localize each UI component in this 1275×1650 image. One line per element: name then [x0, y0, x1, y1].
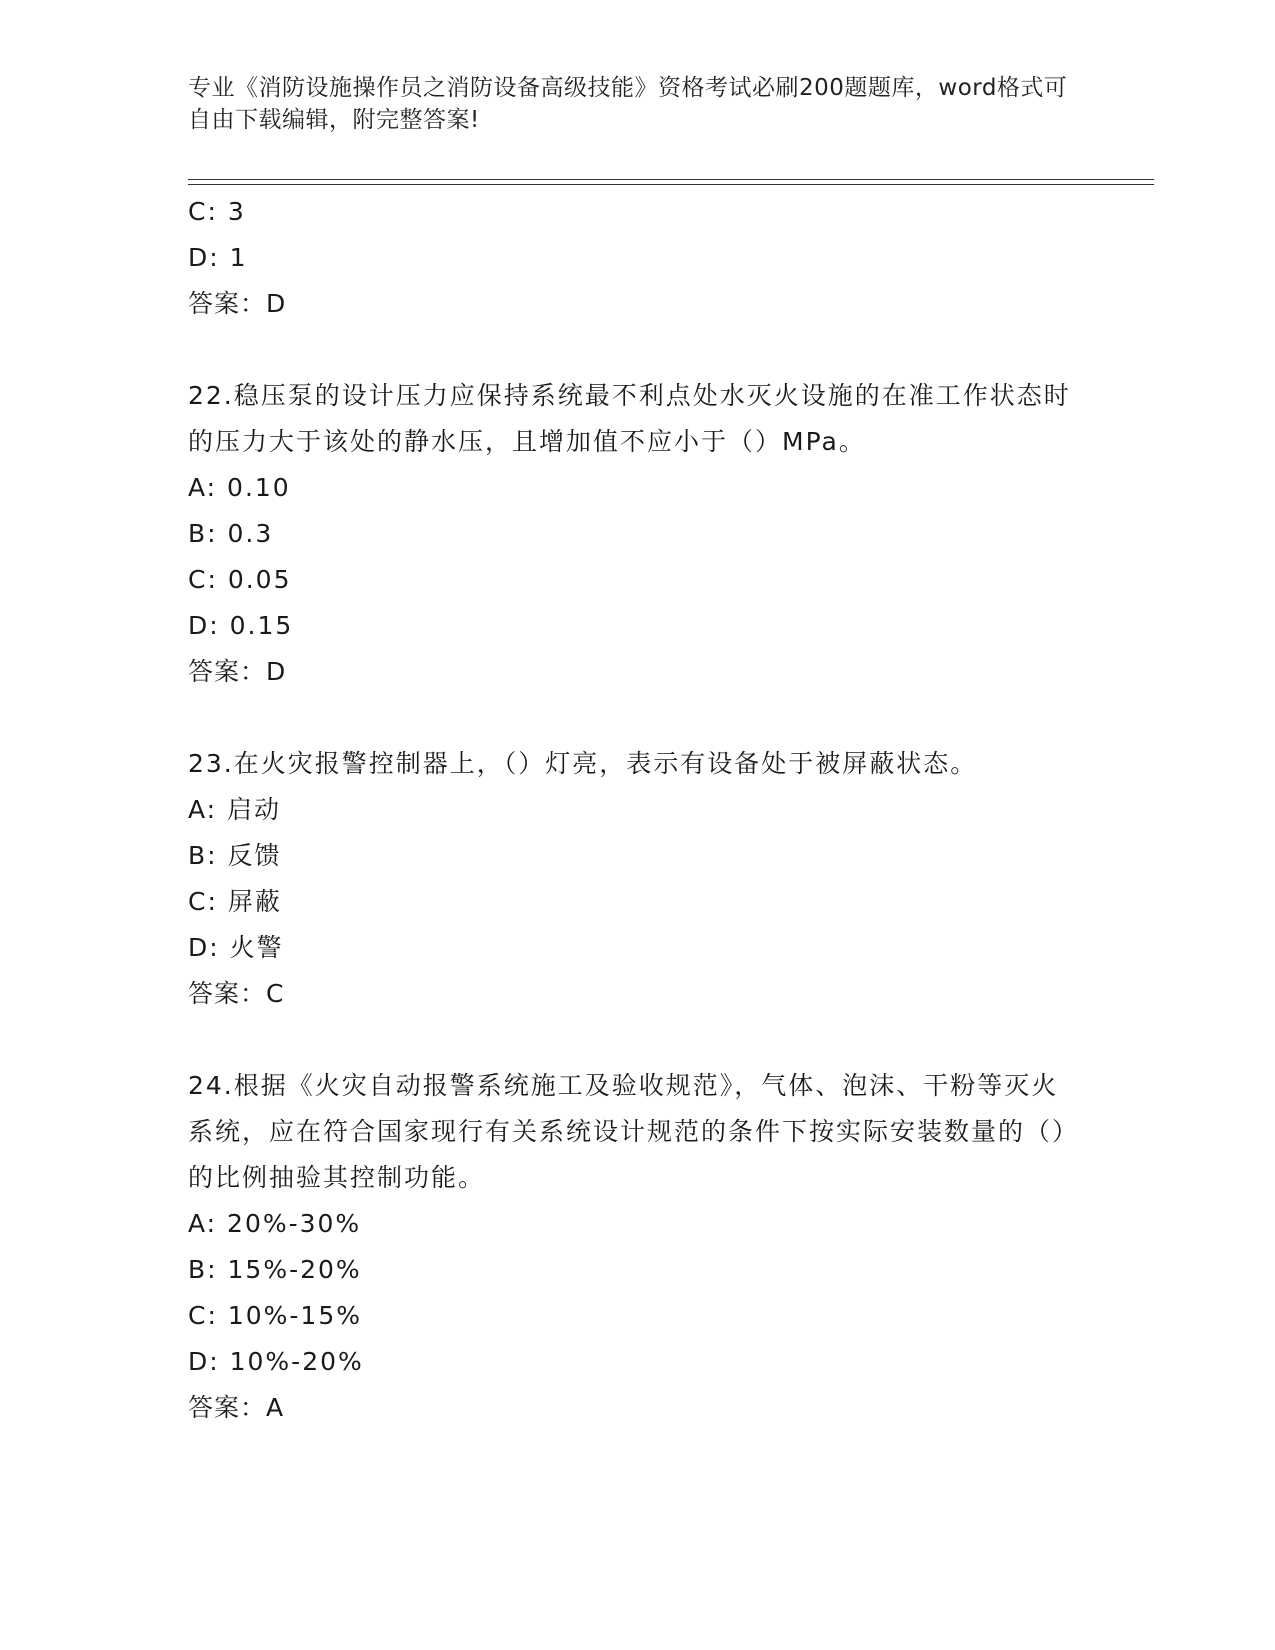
- option-c: C: 屏蔽: [188, 887, 282, 916]
- option-b: B: 15%-20%: [188, 1255, 362, 1284]
- previous-question-tail: [188, 189, 1088, 327]
- question-text: 23.在火灾报警控制器上，（）灯亮，表示有设备处于被屏蔽状态。: [188, 749, 978, 778]
- document-header: [188, 72, 1068, 136]
- question-list: [188, 189, 1088, 1431]
- question-text: 22.稳压泵的设计压力应保持系统最不利点处水灭火设施的在准工作状态时的压力大于该处的静水压，且增加值不应小于（）MPa。: [188, 381, 1071, 456]
- option-a: A: 0.10: [188, 473, 291, 502]
- option-a: A: 20%-30%: [188, 1209, 362, 1238]
- answer: 答案：D: [188, 657, 287, 686]
- question-23: [188, 741, 1088, 1017]
- answer: 答案：D: [188, 289, 287, 318]
- question-24: [188, 1063, 1088, 1431]
- option-c: C: 3: [188, 197, 246, 226]
- question-text: 24.根据《火灾自动报警系统施工及验收规范》，气体、泡沫、干粉等灭火系统，应在符合国家现行有关系统设计规范的条件下按实际安装数量的（）的比例抽验其控制功能。: [188, 1071, 1067, 1192]
- question-22: [188, 373, 1088, 695]
- option-d: D: 10%-20%: [188, 1347, 364, 1376]
- header-divider-bottom: [188, 184, 1154, 185]
- option-b: B: 0.3: [188, 519, 274, 548]
- answer: 答案：C: [188, 979, 285, 1008]
- option-c: C: 10%-15%: [188, 1301, 362, 1330]
- option-d: D: 0.15: [188, 611, 294, 640]
- header-divider-top: [188, 179, 1154, 180]
- answer: 答案：A: [188, 1393, 285, 1422]
- option-b: B: 反馈: [188, 841, 282, 870]
- option-a: A: 启动: [188, 795, 282, 824]
- option-d: D: 火警: [188, 933, 284, 962]
- option-d: D: 1: [188, 243, 248, 272]
- option-c: C: 0.05: [188, 565, 292, 594]
- header-title: 专业《消防设施操作员之消防设备高级技能》资格考试必刷200题题库，word格式可自由下载编辑，附完整答案!: [188, 75, 1068, 133]
